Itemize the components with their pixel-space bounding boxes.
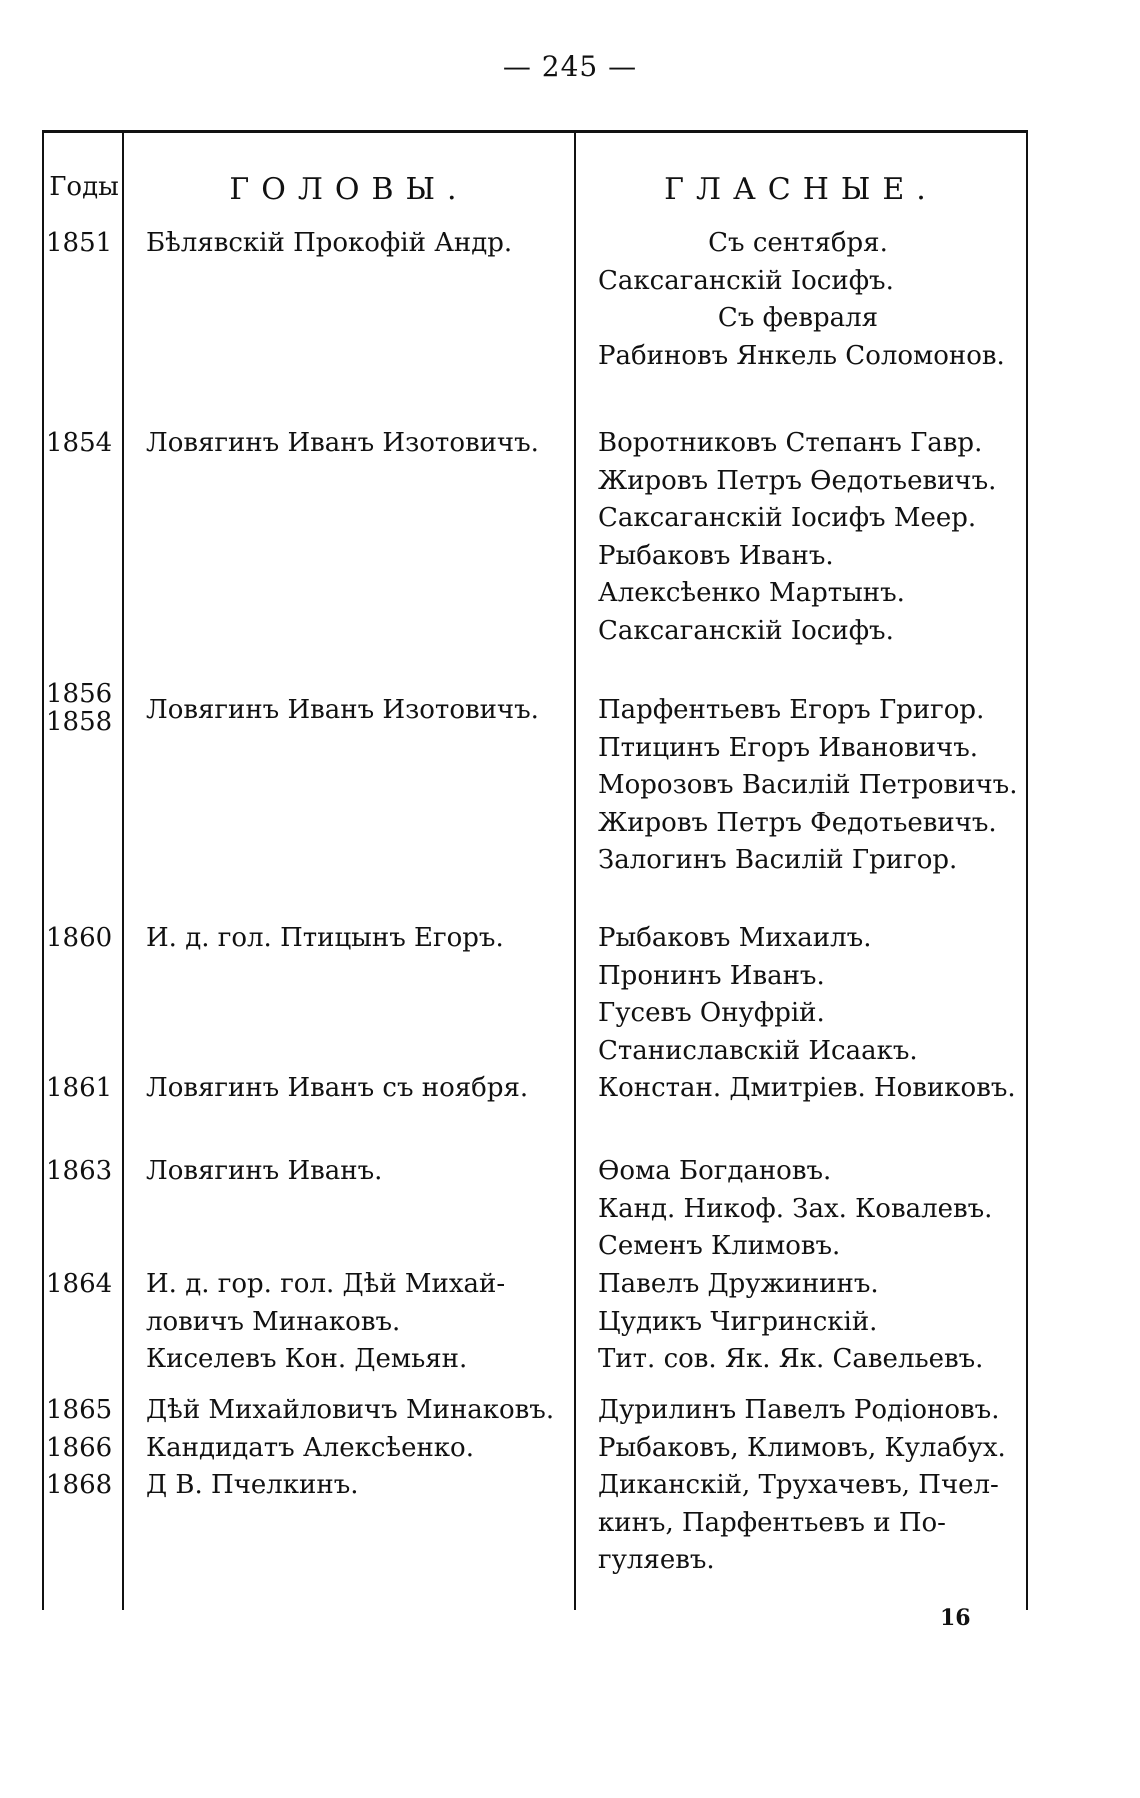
head-name: Дѣй Михайловичъ Минаковъ.	[146, 1395, 555, 1425]
councilman: Павелъ Дружининъ.	[598, 1269, 879, 1299]
head-name: Ловягинъ Иванъ Изотовичъ.	[146, 695, 539, 725]
councilman: Залогинъ Василій Григор.	[598, 845, 958, 875]
councilman: Алексѣенко Мартынъ.	[598, 578, 905, 608]
year: 1863	[46, 1156, 113, 1186]
column-rule	[574, 130, 576, 1610]
councilman: Рыбаковъ Иванъ.	[598, 540, 834, 571]
councilmen-cell	[598, 425, 1028, 650]
councilman: Птицинъ Егоръ Ивановичъ.	[598, 732, 979, 763]
head-name: Ловягинъ Иванъ.	[146, 1156, 383, 1186]
councilman: Канд. Никоф. Зах. Ковалевъ.	[598, 1193, 993, 1224]
date-note: Съ сентября.	[708, 228, 888, 258]
column-rule	[42, 130, 44, 1610]
header-years: Годы	[49, 172, 119, 202]
years-cell	[46, 1070, 122, 1108]
councilman: Рыбаковъ, Климовъ, Кулабух.	[598, 1432, 1006, 1463]
years-cell	[46, 680, 122, 736]
heads-cell	[146, 1392, 566, 1505]
head-name: ловичъ Минаковъ.	[146, 1306, 401, 1337]
heads-cell	[146, 225, 566, 263]
column-rule	[122, 130, 124, 1610]
councilmen-cell	[598, 692, 1028, 880]
years-cell	[46, 920, 122, 958]
head-name: Бѣлявскій Прокофій Андр.	[146, 228, 513, 258]
year: 1864	[46, 1269, 113, 1299]
head-name: И. д. гол. Птицынъ Егоръ.	[146, 923, 504, 953]
heads-cell	[146, 1070, 566, 1108]
year: 1865	[46, 1395, 113, 1425]
years-cell	[46, 425, 122, 463]
councilman: Тит. сов. Як. Як. Савельевъ.	[598, 1344, 984, 1374]
councilmen-cell	[598, 1392, 1028, 1580]
year: 1854	[46, 428, 113, 458]
records-table	[42, 130, 1028, 1610]
councilman: Жировъ Петръ Өедотьевичъ.	[598, 465, 997, 496]
heads-cell	[146, 692, 566, 730]
heads-cell	[146, 1266, 566, 1379]
years-cell	[46, 1392, 122, 1505]
councilman: Дурилинъ Павелъ Родіоновъ.	[598, 1395, 1000, 1425]
councilman: Саксаганскій Іосифъ Меер.	[598, 503, 977, 533]
councilman: Рабиновъ Янкель Соломонов.	[598, 340, 1005, 371]
date-note: Съ февраля	[717, 303, 879, 333]
councilman: Пронинъ Иванъ.	[598, 960, 825, 991]
councilman: кинъ, Парфентьевъ и По-	[598, 1507, 946, 1538]
councilmen-cell	[598, 225, 1028, 375]
head-name: И. д. гор. гол. Дѣй Михай-	[146, 1269, 506, 1299]
years-cell	[46, 225, 122, 263]
councilmen-cell	[598, 1153, 1028, 1266]
councilman: Воротниковъ Степанъ Гавр.	[598, 428, 983, 458]
years-cell	[46, 1153, 122, 1191]
councilman: Рыбаковъ Михаилъ.	[598, 923, 872, 953]
year: 1856	[46, 679, 113, 709]
councilman: Констан. Дмитріев. Новиковъ.	[598, 1073, 1016, 1103]
page-number: — 245 —	[502, 50, 638, 83]
year: 1860	[46, 923, 113, 953]
heads-cell	[146, 425, 566, 463]
year: 1866	[46, 1432, 113, 1463]
councilmen-cell	[598, 1070, 1028, 1108]
councilman: Семенъ Климовъ.	[598, 1231, 841, 1261]
councilman: Парфентьевъ Егоръ Григор.	[598, 695, 985, 725]
table-top-rule	[42, 130, 1028, 133]
header-heads: ГОЛОВЫ.	[229, 172, 469, 207]
year: 1868	[46, 1470, 113, 1500]
councilman: Морозовъ Василій Петровичъ.	[598, 770, 1018, 800]
head-name: Ловягинъ Иванъ съ ноября.	[146, 1073, 529, 1103]
head-name: Киселевъ Кон. Демьян.	[146, 1344, 468, 1374]
year: 1861	[46, 1073, 113, 1103]
councilman: Диканскій, Трухачевъ, Пчел-	[598, 1470, 999, 1500]
signature-mark: 16	[940, 1605, 971, 1631]
heads-cell	[146, 920, 566, 958]
year: 1851	[46, 228, 113, 258]
councilman: Саксаганскій Іосифъ.	[598, 615, 894, 646]
councilman: гуляевъ.	[598, 1545, 715, 1575]
councilman: Өома Богдановъ.	[598, 1156, 832, 1186]
year: 1858	[46, 707, 113, 737]
councilman: Цудикъ Чигринскій.	[598, 1306, 878, 1337]
head-name: Кандидатъ Алексѣенко.	[146, 1432, 474, 1463]
heads-cell	[146, 1153, 566, 1191]
councilmen-cell	[598, 920, 1028, 1070]
councilman: Саксаганскій Іосифъ.	[598, 265, 894, 296]
head-name: Д В. Пчелкинъ.	[146, 1470, 359, 1500]
years-cell	[46, 1266, 122, 1304]
councilman: Станиславскій Исаакъ.	[598, 1035, 918, 1066]
head-name: Ловягинъ Иванъ Изотовичъ.	[146, 428, 539, 458]
councilman: Гусевъ Онуфрій.	[598, 998, 825, 1028]
councilmen-cell	[598, 1266, 1028, 1379]
header-councilmen: ГЛАСНЫЕ.	[664, 172, 938, 207]
councilman: Жировъ Петръ Федотьевичъ.	[598, 807, 997, 838]
